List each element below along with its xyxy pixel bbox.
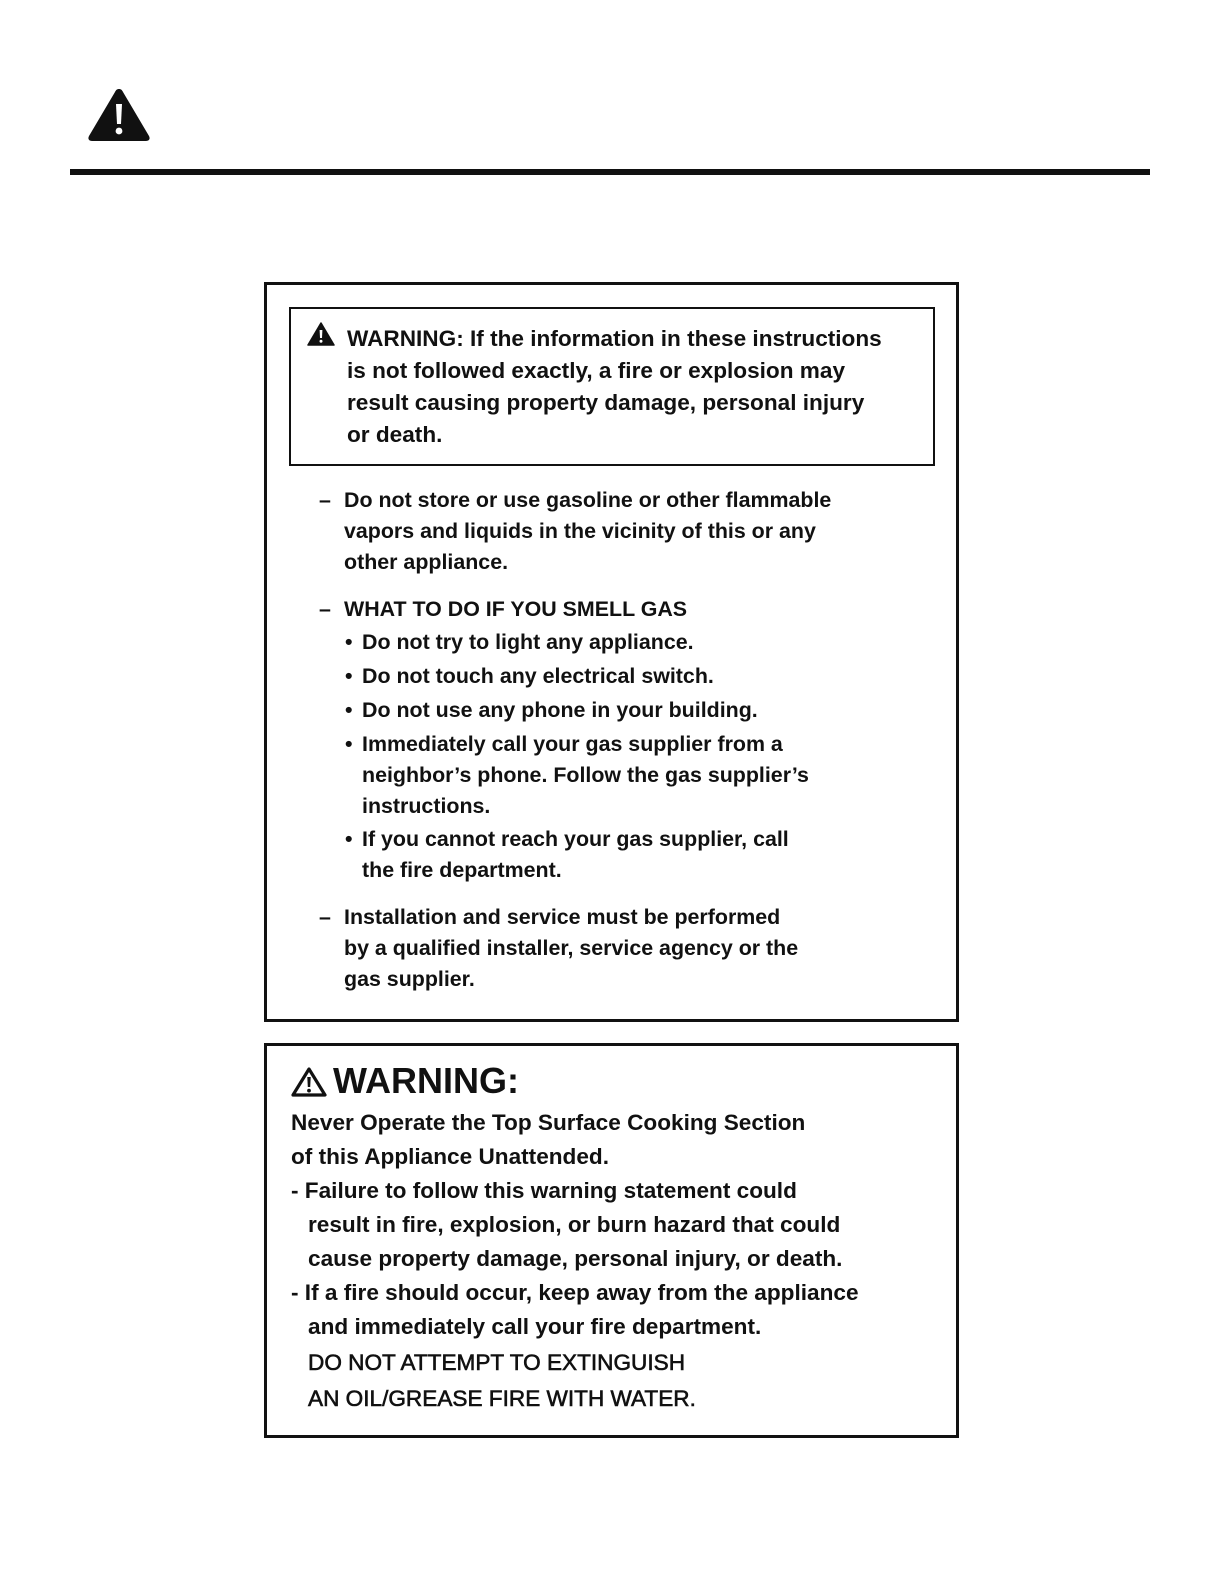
- bullet-line: neighbor’s phone. Follow the gas supplier’s: [362, 763, 809, 787]
- warning-line: - Failure to follow this warning statement could: [291, 1178, 797, 1203]
- instruction-line: by a qualified installer, service agency or the: [344, 936, 799, 960]
- cooking-warning-panel: [264, 1043, 959, 1438]
- instruction-line: Do not store or use gasoline or other flammable: [344, 488, 832, 512]
- storage-instruction: [319, 485, 919, 578]
- installation-instruction: [319, 902, 919, 995]
- warning-line: or death.: [347, 422, 443, 447]
- bullet-line: Immediately call your gas supplier from a: [362, 732, 783, 756]
- bullet-mark: •: [345, 664, 353, 688]
- instruction-line: other appliance.: [344, 550, 509, 574]
- bullet-item: [345, 661, 905, 692]
- bullet-item: [345, 627, 905, 658]
- warning-line: - If a fire should occur, keep away from the appliance: [291, 1280, 859, 1305]
- warning-line: DO NOT ATTEMPT TO EXTINGUISH: [308, 1350, 686, 1375]
- bullet-item: [345, 695, 905, 726]
- instruction-line: Installation and service must be performed: [344, 905, 781, 929]
- warning-line: WARNING: If the information in these instructions: [347, 326, 882, 351]
- bullet-line: Do not touch any electrical switch.: [362, 664, 714, 688]
- bullet-line: instructions.: [362, 794, 491, 818]
- smell-gas-heading-text: WHAT TO DO IF YOU SMELL GAS: [344, 597, 688, 621]
- cooking-warning-body: [291, 1106, 951, 1416]
- smell-gas-heading: [319, 594, 919, 625]
- warning-line: result causing property damage, personal injury: [347, 390, 865, 415]
- warning-line: cause property damage, personal injury, or death.: [308, 1246, 843, 1271]
- warning-line: and immediately call your fire department.: [308, 1314, 762, 1339]
- bullet-mark: •: [345, 732, 353, 756]
- dash-mark: –: [319, 905, 331, 929]
- bullet-line: If you cannot reach your gas supplier, call: [362, 827, 789, 851]
- warning-line: of this Appliance Unattended.: [291, 1144, 610, 1169]
- bullet-item: [345, 824, 905, 886]
- warning-triangle-icon: [291, 1067, 327, 1097]
- instruction-line: gas supplier.: [344, 967, 475, 991]
- gas-warning-panel: [264, 282, 959, 1022]
- bullet-mark: •: [345, 698, 353, 722]
- instruction-line: vapors and liquids in the vicinity of this or any: [344, 519, 816, 543]
- bullet-mark: •: [345, 630, 353, 654]
- warning-triangle-icon: [86, 86, 152, 143]
- fire-explosion-warning-box: [289, 307, 935, 466]
- bullet-line: Do not use any phone in your building.: [362, 698, 758, 722]
- warning-line: AN OIL/GREASE FIRE WITH WATER.: [308, 1386, 696, 1411]
- bullet-mark: •: [345, 827, 353, 851]
- bullet-line: the fire department.: [362, 858, 562, 882]
- bullet-item: [345, 729, 905, 822]
- header-rule: [70, 169, 1150, 175]
- cooking-warning-title: WARNING:: [333, 1060, 519, 1101]
- fire-explosion-warning-text: [347, 323, 937, 451]
- warning-line: Never Operate the Top Surface Cooking Section: [291, 1110, 806, 1135]
- warning-line: result in fire, explosion, or burn hazard that could: [308, 1212, 841, 1237]
- dash-mark: –: [319, 597, 331, 621]
- warning-line: is not followed exactly, a fire or explosion may: [347, 358, 846, 383]
- dash-mark: –: [319, 488, 331, 512]
- warning-triangle-icon: [307, 322, 335, 346]
- bullet-line: Do not try to light any appliance.: [362, 630, 694, 654]
